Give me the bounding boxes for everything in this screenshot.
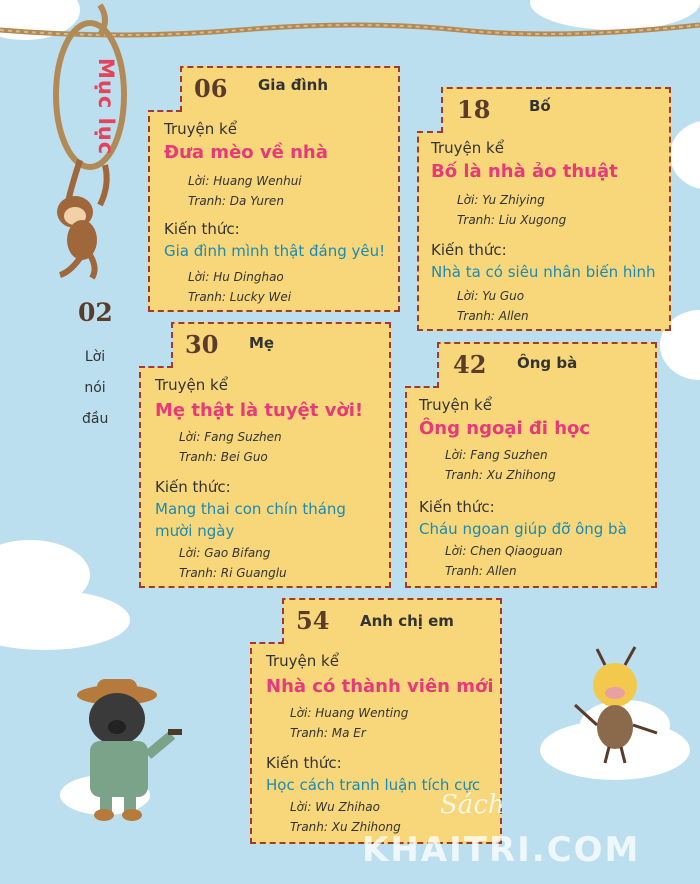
story-label: Truyện kể — [419, 396, 492, 414]
story-illustrator: Tranh: Bei Guo — [179, 450, 268, 464]
story-label: Truyện kể — [266, 652, 339, 670]
knowledge-label: Kiến thức: — [266, 754, 342, 772]
story-title: Ông ngoại đi học — [419, 418, 591, 439]
knowledge-label: Kiến thức: — [164, 220, 240, 238]
section-page-number: 54 — [296, 606, 330, 635]
story-illustrator: Tranh: Xu Zhihong — [445, 468, 556, 482]
section-page-number: 42 — [453, 350, 487, 379]
knowledge-illustrator: Tranh: Lucky Wei — [188, 290, 292, 304]
story-illustrator: Tranh: Da Yuren — [188, 194, 284, 208]
knowledge-author: Lời: Chen Qiaoguan — [445, 544, 563, 558]
story-author: Lời: Huang Wenhui — [188, 174, 302, 188]
knowledge-illustrator: Tranh: Ri Guanglu — [179, 566, 287, 580]
knowledge-title-line2: mười ngày — [155, 522, 235, 540]
page-title: Mục lục — [94, 58, 118, 156]
section-page-number: 30 — [185, 330, 219, 359]
knowledge-title: Nhà ta có siêu nhân biến hình — [431, 263, 656, 281]
story-author: Lời: Fang Suzhen — [445, 448, 548, 462]
section-title: Anh chị em — [360, 612, 454, 630]
knowledge-title: Học cách tranh luận tích cực — [266, 776, 481, 794]
watermark-script: Sách — [440, 790, 505, 820]
knowledge-title: Cháu ngoan giúp đỡ ông bà — [419, 520, 627, 538]
story-label: Truyện kể — [431, 139, 504, 157]
watermark: KHAITRI.COM — [362, 830, 641, 870]
story-illustrator: Tranh: Liu Xugong — [457, 213, 567, 227]
section-card-mother — [139, 322, 391, 588]
story-title: Đưa mèo về nhà — [164, 142, 328, 163]
knowledge-label: Kiến thức: — [155, 478, 231, 496]
cloud — [670, 120, 700, 190]
story-author: Lời: Huang Wenting — [290, 706, 409, 720]
knowledge-author: Lời: Yu Guo — [457, 289, 525, 303]
section-tab — [417, 87, 443, 133]
section-title: Ông bà — [517, 354, 578, 372]
knowledge-author: Lời: Wu Zhihao — [290, 800, 380, 814]
knowledge-label: Kiến thức: — [431, 241, 507, 259]
knowledge-author: Lời: Gao Bifang — [179, 546, 271, 560]
story-label: Truyện kể — [155, 376, 228, 394]
knowledge-author: Lời: Hu Dinghao — [188, 270, 284, 284]
section-tab — [148, 66, 182, 112]
cloud — [0, 590, 130, 650]
knowledge-illustrator: Tranh: Allen — [445, 564, 517, 578]
intro-page-number: 02 — [78, 298, 113, 327]
knowledge-label: Kiến thức: — [419, 498, 495, 516]
story-title: Nhà có thành viên mới — [266, 676, 494, 697]
section-page-number: 06 — [194, 74, 228, 103]
intro-label: Lời nói đầu — [82, 349, 109, 427]
knowledge-title: Mang thai con chín tháng — [155, 500, 346, 518]
bug-illustration — [565, 645, 675, 765]
section-card-father — [417, 87, 671, 331]
section-card-family — [148, 66, 400, 312]
section-page-number: 18 — [457, 95, 491, 124]
story-title: Mẹ thật là tuyệt vời! — [155, 400, 364, 421]
story-author: Lời: Yu Zhiying — [457, 193, 545, 207]
section-tab — [405, 342, 439, 388]
knowledge-illustrator: Tranh: Allen — [457, 309, 529, 323]
section-title: Mẹ — [249, 334, 275, 352]
section-title: Gia đình — [258, 76, 329, 94]
section-tab — [139, 322, 173, 368]
knowledge-illustrator: Tranh: Xu Zhihong — [290, 820, 401, 834]
story-label: Truyện kể — [164, 120, 237, 138]
section-title: Bố — [529, 97, 551, 115]
section-tab — [250, 598, 284, 644]
section-card-grandparents — [405, 342, 657, 588]
story-author: Lời: Fang Suzhen — [179, 430, 282, 444]
knowledge-title: Gia đình mình thật đáng yêu! — [164, 242, 386, 260]
mole-detective-illustration — [72, 675, 192, 825]
story-illustrator: Tranh: Ma Er — [290, 726, 366, 740]
story-title: Bố là nhà ảo thuật — [431, 161, 618, 182]
